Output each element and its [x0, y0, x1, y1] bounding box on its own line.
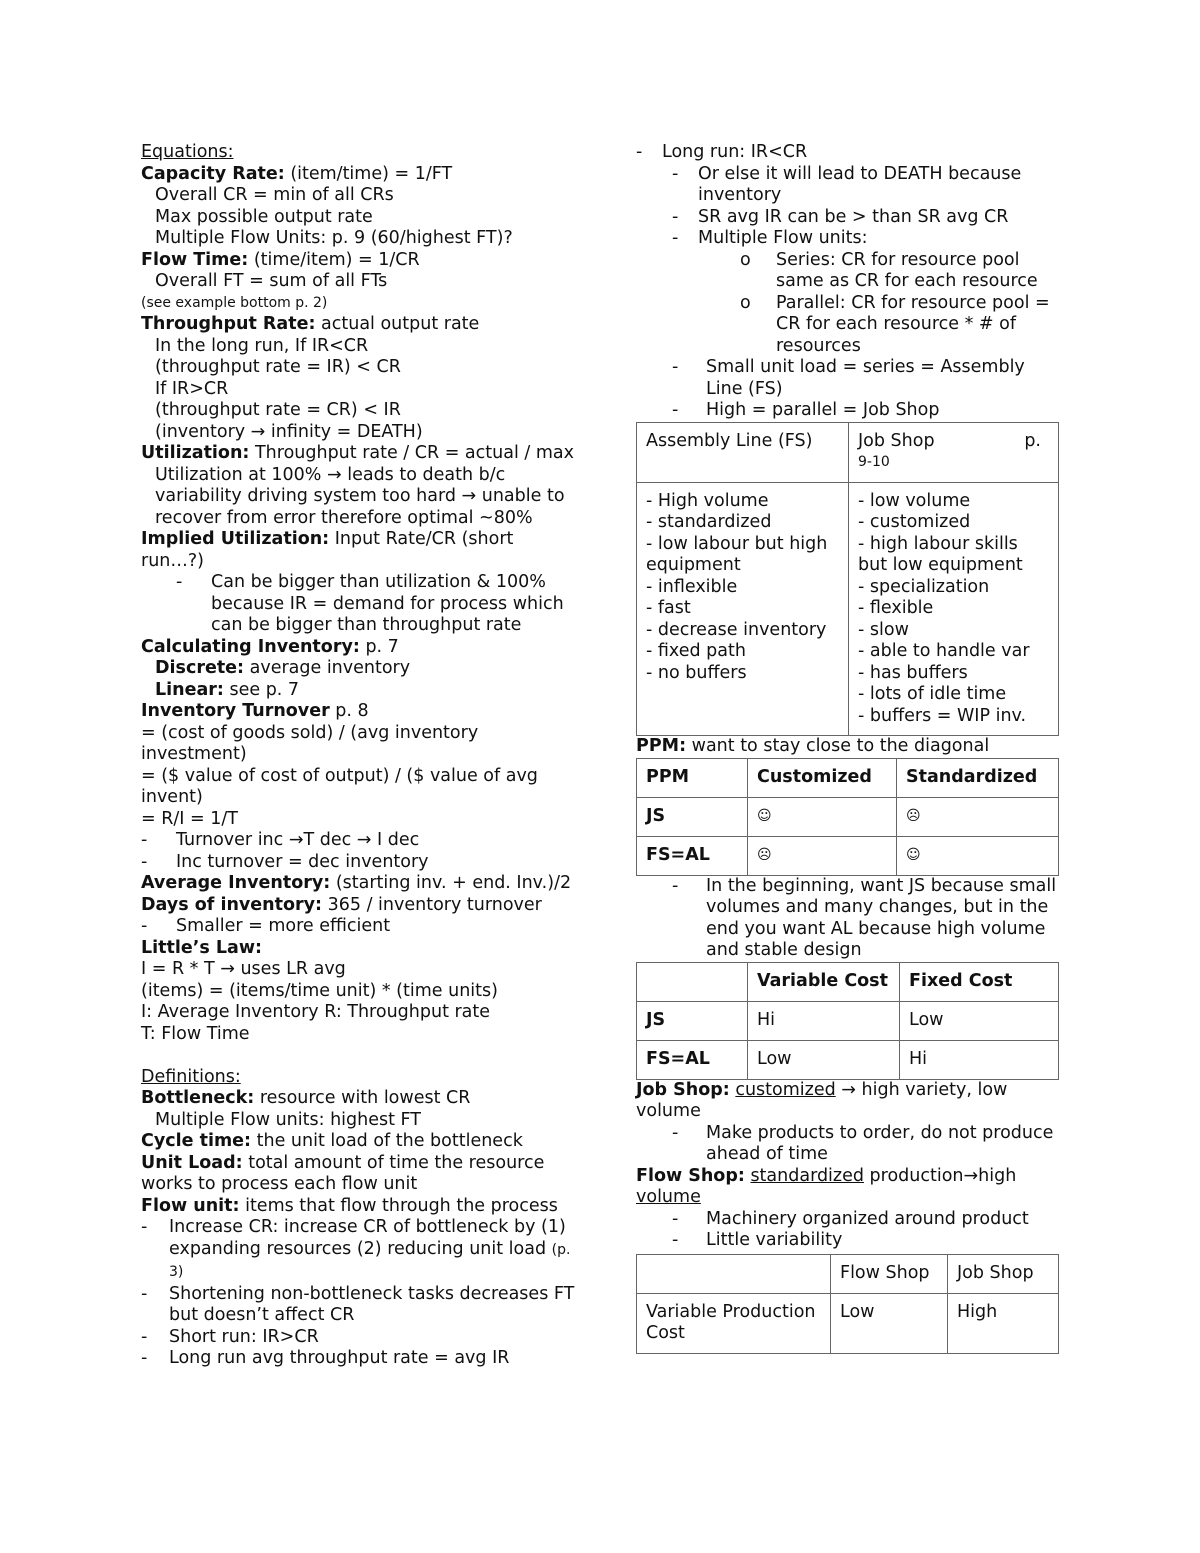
job-shop-line: Job Shop: customized → high variety, low volume — [636, 1079, 1008, 1121]
flow-unit-line: Flow unit: items that flow through the process — [141, 1195, 558, 1216]
table-row-label: JS — [637, 1001, 748, 1040]
turnover-bullet: - Turnover inc →T dec → I dec — [141, 830, 420, 850]
table-header-cell: PPM — [637, 758, 748, 797]
assembly-line-traits: - High volume - standardized - low labour but high equipment - inflexible - fast - decrease inventory - fixed path - no buffers — [637, 482, 849, 736]
tr-line: (inventory → infinity = DEATH) — [155, 421, 423, 442]
bottleneck-detail: Multiple Flow units: highest FT — [155, 1109, 421, 1130]
littles-law-detail: (items) = (items/time unit) * (time units) — [141, 980, 498, 1001]
sub-bullet: - Or else it will lead to DEATH because inventory — [672, 163, 1022, 205]
table-cell: Low — [900, 1001, 1059, 1040]
ppm-table — [636, 758, 1059, 876]
see-example-note: (see example bottom p. 2) — [141, 294, 328, 311]
load-bullet: - Small unit load = series = Assembly Line (FS) — [672, 357, 1025, 399]
equations-heading: Equations: — [141, 142, 234, 162]
table-header-cell: Fixed Cost — [900, 962, 1059, 1001]
right-column — [636, 142, 1060, 1354]
utilization-detail: Utilization at 100% → leads to death b/c variability driving system too hard → unable to recover from error therefore optimal ~80% — [155, 464, 565, 528]
cycle-time-line: Cycle time: the unit load of the bottleneck — [141, 1131, 523, 1151]
table-header-cell — [637, 962, 748, 1001]
capacity-rate-line: Capacity Rate: (item/time) = 1/FT — [141, 163, 453, 184]
table-header-cell: Assembly Line (FS) — [637, 422, 849, 482]
tr-line: (throughput rate = CR) < IR — [155, 400, 401, 420]
unit-load-line: Unit Load: total amount of time the resource works to process each flow unit — [141, 1152, 545, 1194]
table-row-label: Variable Production Cost — [637, 1293, 831, 1353]
discrete-line: Discrete: average inventory — [155, 658, 411, 678]
average-inventory-line: Average Inventory: (starting inv. + end. Inv.)/2 — [141, 873, 572, 893]
table-cell: Hi — [748, 1001, 900, 1040]
littles-law-detail: T: Flow Time — [141, 1023, 250, 1044]
table-header-cell: Job Shop p. 9-10 — [849, 422, 1059, 482]
ppm-line: PPM: want to stay close to the diagonal — [636, 736, 990, 756]
production-cost-table — [636, 1254, 1059, 1354]
flow-time-line: Flow Time: (time/item) = 1/CR — [141, 249, 420, 270]
utilization-line: Utilization: Throughput rate / CR = actual / max — [141, 443, 574, 463]
cr-line: Overall CR = min of all CRs — [155, 185, 394, 205]
table-cell: Low — [831, 1293, 948, 1353]
turnover-formula: = (cost of goods sold) / (avg inventory investment) — [141, 722, 479, 764]
tr-line: If IR>CR — [155, 378, 229, 399]
flow-unit-bullet: - Short run: IR>CR — [141, 1326, 319, 1347]
littles-law-line: Little’s Law: — [141, 937, 263, 958]
flow-shop-bullet: - Machinery organized around product — [672, 1208, 1029, 1229]
o-bullet: o Series: CR for resource pool same as CR for each resource — [740, 249, 1038, 291]
frown-icon: ☹ — [748, 836, 897, 875]
days-bullet: - Smaller = more efficient — [141, 916, 391, 936]
load-bullet: - High = parallel = Job Shop — [672, 400, 940, 420]
table-header-cell: Customized — [748, 758, 897, 797]
calc-inventory-line: Calculating Inventory: p. 7 — [141, 636, 399, 657]
assembly-vs-jobshop-table — [636, 422, 1059, 737]
flow-unit-bullet: - Long run avg throughput rate = avg IR — [141, 1348, 510, 1368]
tr-line: (throughput rate = IR) < CR — [155, 357, 401, 377]
tr-line: In the long run, If IR<CR — [155, 335, 369, 356]
sub-bullet: - SR avg IR can be > than SR avg CR — [672, 206, 1009, 227]
definitions-heading: Definitions: — [141, 1066, 241, 1087]
table-row-label: FS=AL — [637, 836, 748, 875]
turnover-formula: = ($ value of cost of output) / ($ value of avg invent) — [141, 765, 538, 807]
table-cell: Hi — [900, 1040, 1059, 1079]
table-cell: High — [948, 1293, 1059, 1353]
table-cell: Low — [748, 1040, 900, 1079]
littles-law-detail: I: Average Inventory R: Throughput rate — [141, 1002, 491, 1022]
implied-bullet: - Can be bigger than utilization & 100% because IR = demand for process which can be bigger than throughput rate — [176, 572, 564, 635]
cr-line: Max possible output rate — [155, 206, 373, 227]
table-header-cell: Job Shop — [948, 1254, 1059, 1293]
left-column — [141, 142, 576, 1370]
implied-utilization-line: Implied Utilization: Input Rate/CR (short run…?) — [141, 529, 514, 571]
smiley-icon: ☺ — [897, 836, 1059, 875]
cost-table — [636, 962, 1059, 1080]
littles-law-detail: I = R * T → uses LR avg — [141, 959, 346, 979]
table-row-label: JS — [637, 797, 748, 836]
flow-unit-bullet: - Increase CR: increase CR of bottleneck by (1) expanding resources (2) reducing unit load (p. 3) — [141, 1217, 571, 1280]
table-header-cell — [637, 1254, 831, 1293]
long-run-bullet: - Long run: IR<CR — [636, 142, 808, 162]
flow-shop-bullet: - Little variability — [672, 1230, 843, 1250]
flow-shop-line: Flow Shop: standardized production→high volume — [636, 1165, 1017, 1207]
ppm-bullet: - In the beginning, want JS because small volumes and many changes, but in the end you want AL because high volume and stable design — [672, 875, 1057, 960]
turnover-bullet: - Inc turnover = dec inventory — [141, 851, 429, 872]
linear-line: Linear: see p. 7 — [155, 679, 300, 700]
job-shop-traits: - low volume - customized - high labour skills but low equipment - specialization - flexible - slow - able to handle var - has buffers - lots of idle time - buffers = WIP inv. — [849, 482, 1059, 736]
inventory-turnover-line: Inventory Turnover p. 8 — [141, 701, 369, 721]
table-row-label: FS=AL — [637, 1040, 748, 1079]
table-header-cell: Standardized — [897, 758, 1059, 797]
table-header-cell: Variable Cost — [748, 962, 900, 1001]
flow-unit-bullet: - Shortening non-bottleneck tasks decreases FT but doesn’t affect CR — [141, 1283, 575, 1325]
smiley-icon: ☺ — [748, 797, 897, 836]
throughput-rate-line: Throughput Rate: actual output rate — [141, 314, 480, 334]
job-shop-bullet: - Make products to order, do not produce ahead of time — [672, 1122, 1054, 1164]
cr-line: Multiple Flow Units: p. 9 (60/highest FT)? — [155, 228, 513, 248]
o-bullet: o Parallel: CR for resource pool = CR for each resource * # of resources — [740, 292, 1050, 356]
sub-bullet: - Multiple Flow units: — [672, 228, 868, 248]
frown-icon: ☹ — [897, 797, 1059, 836]
ft-line: Overall FT = sum of all FTs — [155, 271, 388, 291]
turnover-formula: = R/I = 1/T — [141, 808, 238, 829]
bottleneck-line: Bottleneck: resource with lowest CR — [141, 1088, 471, 1108]
days-inventory-line: Days of inventory: 365 / inventory turnover — [141, 894, 542, 915]
table-header-cell: Flow Shop — [831, 1254, 948, 1293]
